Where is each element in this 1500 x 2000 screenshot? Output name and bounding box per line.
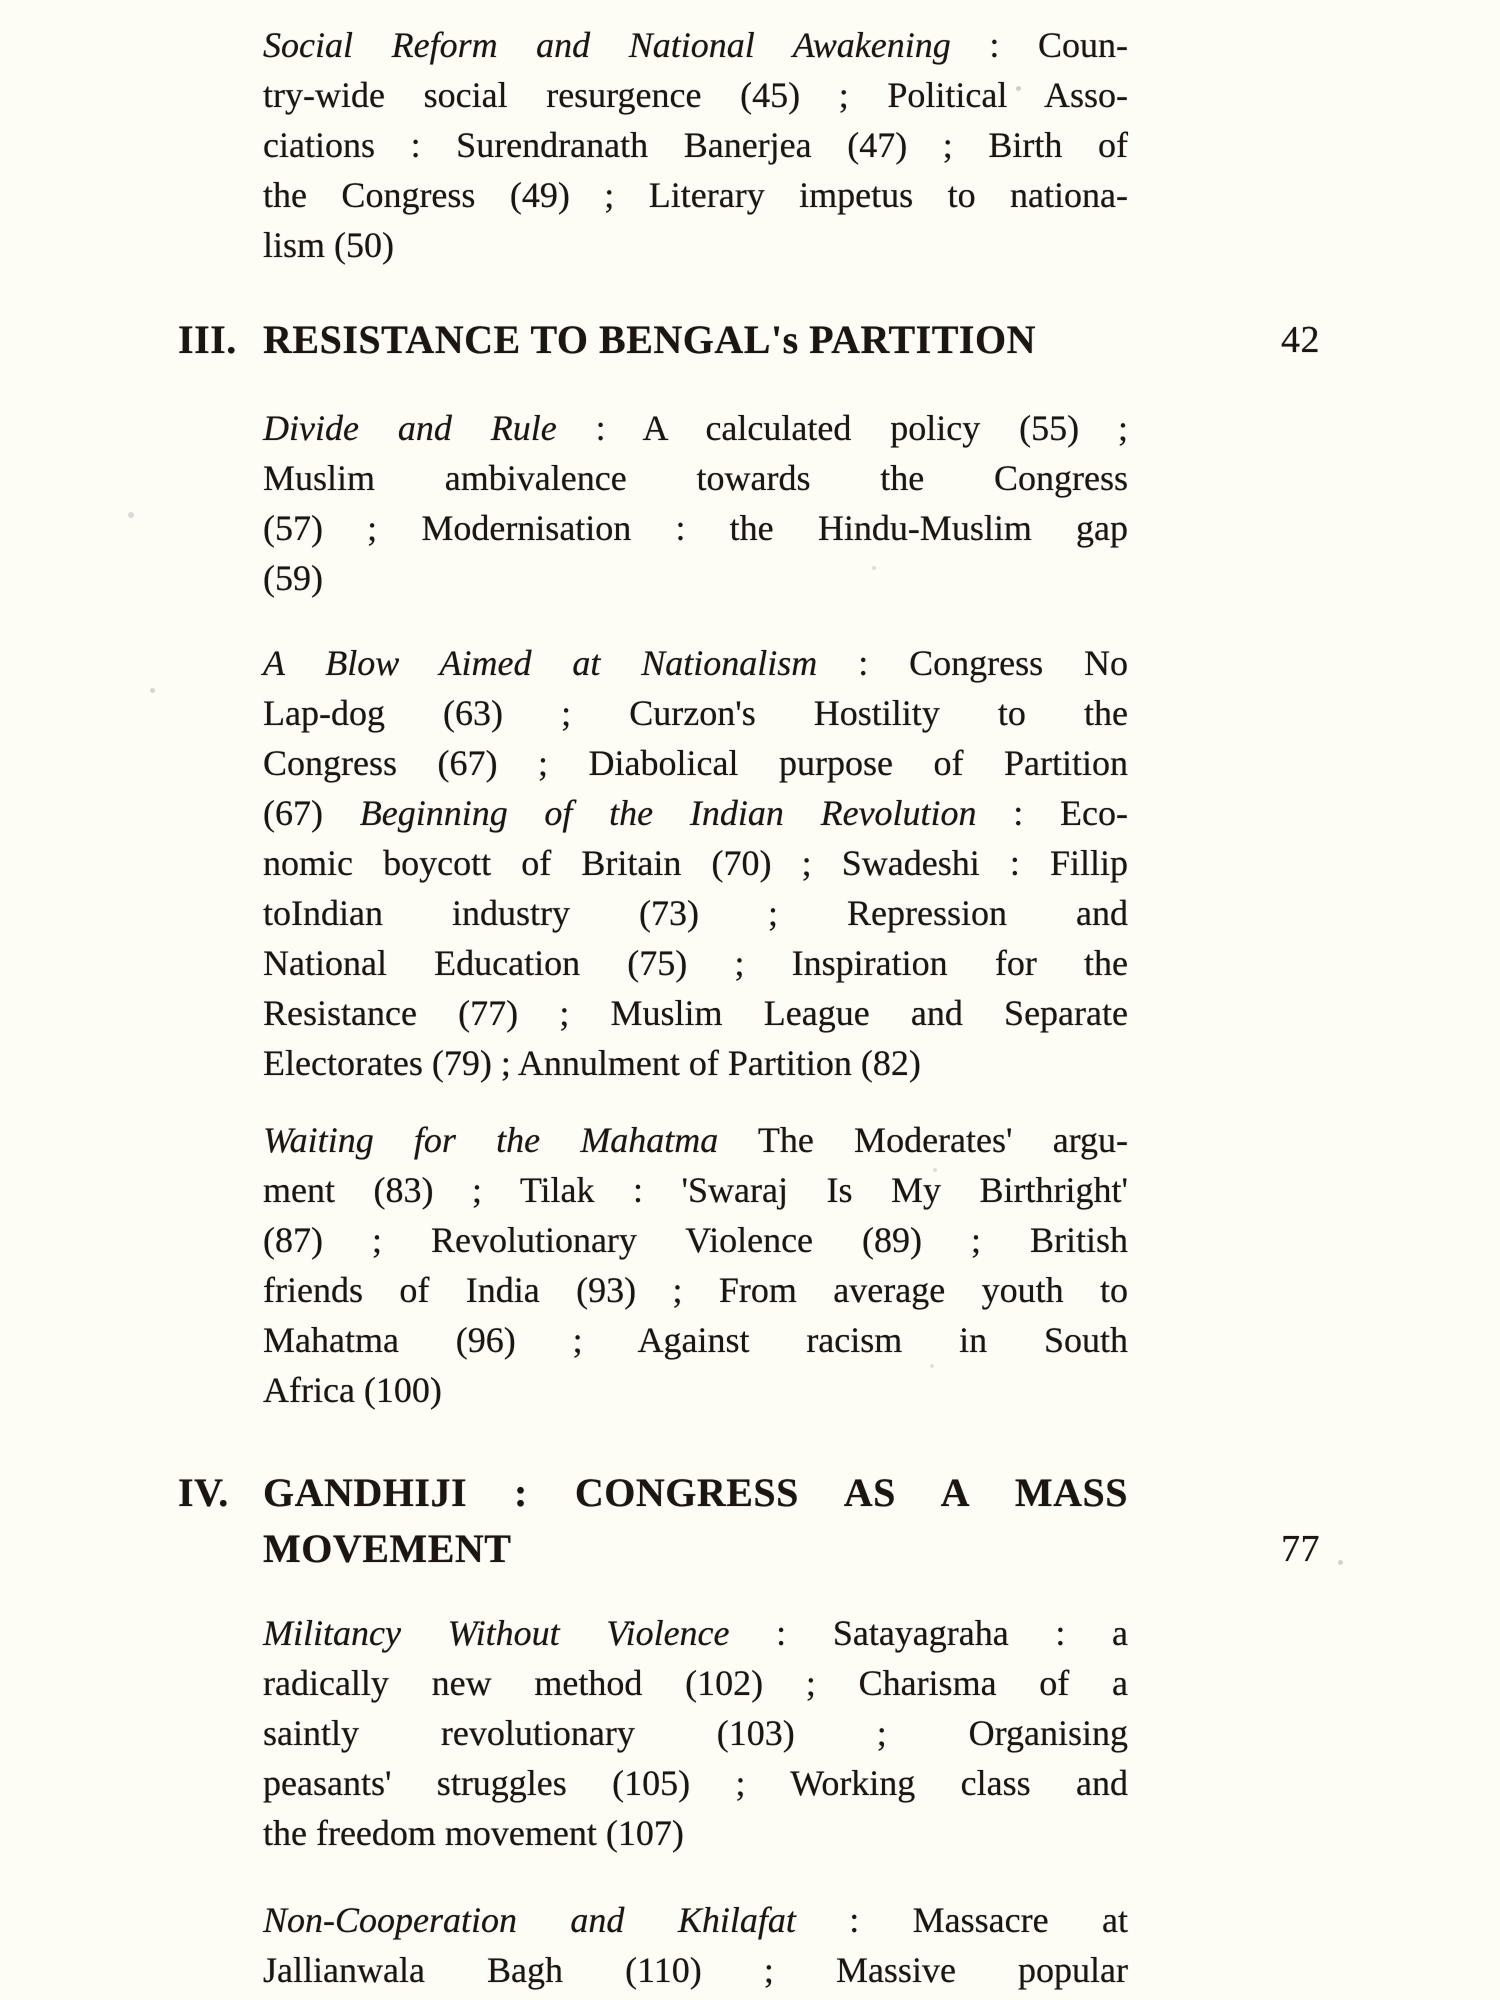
- chapter-page-number: 42: [1281, 319, 1320, 361]
- toc-text: nomic boycott of Britain (70) ; Swadeshi : Fillip: [263, 843, 1128, 883]
- toc-text: : Satayagraha : a: [729, 1613, 1128, 1653]
- toc-paragraph: [263, 638, 1128, 1088]
- toc-text: Congress (67) ; Diabolical purpose of Partition: [263, 743, 1128, 783]
- chapter-title: [263, 312, 1128, 368]
- chapter-heading: [178, 312, 1320, 368]
- toc-line: [263, 70, 1128, 120]
- toc-paragraph: [263, 403, 1128, 603]
- toc-text: : A calculated policy (55) ;: [556, 408, 1128, 448]
- toc-line: [263, 1265, 1128, 1315]
- chapter-numeral: III.: [178, 317, 237, 362]
- toc-line: [263, 638, 1128, 688]
- toc-text: ment (83) ; Tilak : 'Swaraj Is My Birthright': [263, 1170, 1128, 1210]
- toc-line: [263, 403, 1128, 453]
- toc-text: try-wide social resurgence (45) ; Political Asso-: [263, 75, 1128, 115]
- toc-text: National Education (75) ; Inspiration for the: [263, 943, 1128, 983]
- chapter-numeral: IV.: [178, 1470, 229, 1515]
- toc-text: (87) ; Revolutionary Violence (89) ; British: [263, 1220, 1128, 1260]
- toc-text: Lap-dog (63) ; Curzon's Hostility to the: [263, 693, 1128, 733]
- toc-text: Africa (100): [263, 1370, 442, 1410]
- toc-line: [263, 1115, 1128, 1165]
- toc-line: [263, 1895, 1128, 1945]
- toc-text: Muslim ambivalence towards the Congress: [263, 458, 1128, 498]
- toc-text: radically new method (102) ; Charisma of a: [263, 1663, 1128, 1703]
- scan-speck: [1016, 86, 1021, 91]
- toc-line: [263, 1608, 1128, 1658]
- italic-topic-title: Non-Cooperation and Khilafat: [263, 1900, 796, 1940]
- chapter-title-line: MOVEMENT: [263, 1526, 512, 1571]
- toc-content: [0, 20, 1500, 1995]
- toc-line: [263, 1708, 1128, 1758]
- toc-line: [263, 553, 1128, 603]
- toc-line: [263, 1758, 1128, 1808]
- toc-text: lism (50): [263, 225, 394, 265]
- toc-line: [263, 1658, 1128, 1708]
- toc-text: Mahatma (96) ; Against racism in South: [263, 1320, 1128, 1360]
- toc-line: [263, 120, 1128, 170]
- toc-line: [263, 988, 1128, 1038]
- chapter-page-number: 77: [1281, 1528, 1320, 1570]
- italic-topic-title: Beginning of the Indian Revolution: [359, 793, 977, 833]
- scan-speck: [872, 566, 876, 570]
- toc-line: [263, 1215, 1128, 1265]
- toc-line: [263, 688, 1128, 738]
- toc-line: [263, 1315, 1128, 1365]
- chapter-title: [263, 1465, 1128, 1577]
- toc-text: friends of India (93) ; From average youth to: [263, 1270, 1128, 1310]
- toc-paragraph: [263, 20, 1128, 270]
- toc-text: : Eco-: [976, 793, 1128, 833]
- toc-text: : Massacre at: [795, 1900, 1128, 1940]
- toc-paragraph: [263, 1608, 1128, 1858]
- toc-text: : Congress No: [817, 643, 1128, 683]
- toc-line: [263, 1038, 1128, 1088]
- scan-speck: [1338, 1560, 1343, 1565]
- toc-text: The Moderates' argu-: [718, 1120, 1128, 1160]
- toc-text: saintly revolutionary (103) ; Organising: [263, 1713, 1128, 1753]
- toc-line: [263, 838, 1128, 888]
- toc-text: (57) ; Modernisation : the Hindu-Muslim gap: [263, 508, 1128, 548]
- toc-text: the Congress (49) ; Literary impetus to nationa-: [263, 175, 1128, 215]
- scan-speck: [128, 512, 134, 518]
- toc-line: [263, 738, 1128, 788]
- italic-topic-title: Social Reform and National Awakening: [263, 25, 951, 65]
- toc-text: ciations : Surendranath Banerjea (47) ; Birth of: [263, 125, 1128, 165]
- italic-topic-title: A Blow Aimed at Nationalism: [263, 643, 818, 683]
- toc-line: [263, 453, 1128, 503]
- scan-speck: [933, 1168, 937, 1172]
- toc-text: the freedom movement (107): [263, 1813, 684, 1853]
- toc-paragraph: [263, 1115, 1128, 1415]
- chapter-title-line: RESISTANCE TO BENGAL's PARTITION: [263, 317, 1036, 362]
- toc-text: Resistance (77) ; Muslim League and Separate: [263, 993, 1128, 1033]
- toc-text: : Coun-: [950, 25, 1128, 65]
- chapter-heading: [178, 1465, 1320, 1577]
- scan-speck: [930, 1364, 934, 1368]
- toc-text: (59): [263, 558, 323, 598]
- toc-line: [263, 1808, 1128, 1858]
- toc-line: [263, 938, 1128, 988]
- toc-text: (67): [263, 793, 360, 833]
- italic-topic-title: Militancy Without Violence: [263, 1613, 730, 1653]
- toc-text: peasants' struggles (105) ; Working class and: [263, 1763, 1128, 1803]
- toc-line: [263, 503, 1128, 553]
- toc-line: [263, 20, 1128, 70]
- toc-text: Electorates (79) ; Annulment of Partition (82): [263, 1043, 921, 1083]
- scan-speck: [150, 688, 155, 693]
- toc-line: [263, 888, 1128, 938]
- toc-line: [263, 1945, 1128, 1995]
- toc-line: [263, 170, 1128, 220]
- toc-text: Jallianwala Bagh (110) ; Massive popular: [263, 1950, 1128, 1990]
- toc-line: [263, 1365, 1128, 1415]
- toc-line: [263, 220, 1128, 270]
- toc-text: toIndian industry (73) ; Repression and: [263, 893, 1128, 933]
- italic-topic-title: Waiting for the Mahatma: [263, 1120, 719, 1160]
- toc-paragraph: [263, 1895, 1128, 1995]
- toc-line: [263, 788, 1128, 838]
- italic-topic-title: Divide and Rule: [263, 408, 557, 448]
- chapter-title-line: GANDHIJI : CONGRESS AS A MASS: [263, 1470, 1128, 1515]
- toc-line: [263, 1165, 1128, 1215]
